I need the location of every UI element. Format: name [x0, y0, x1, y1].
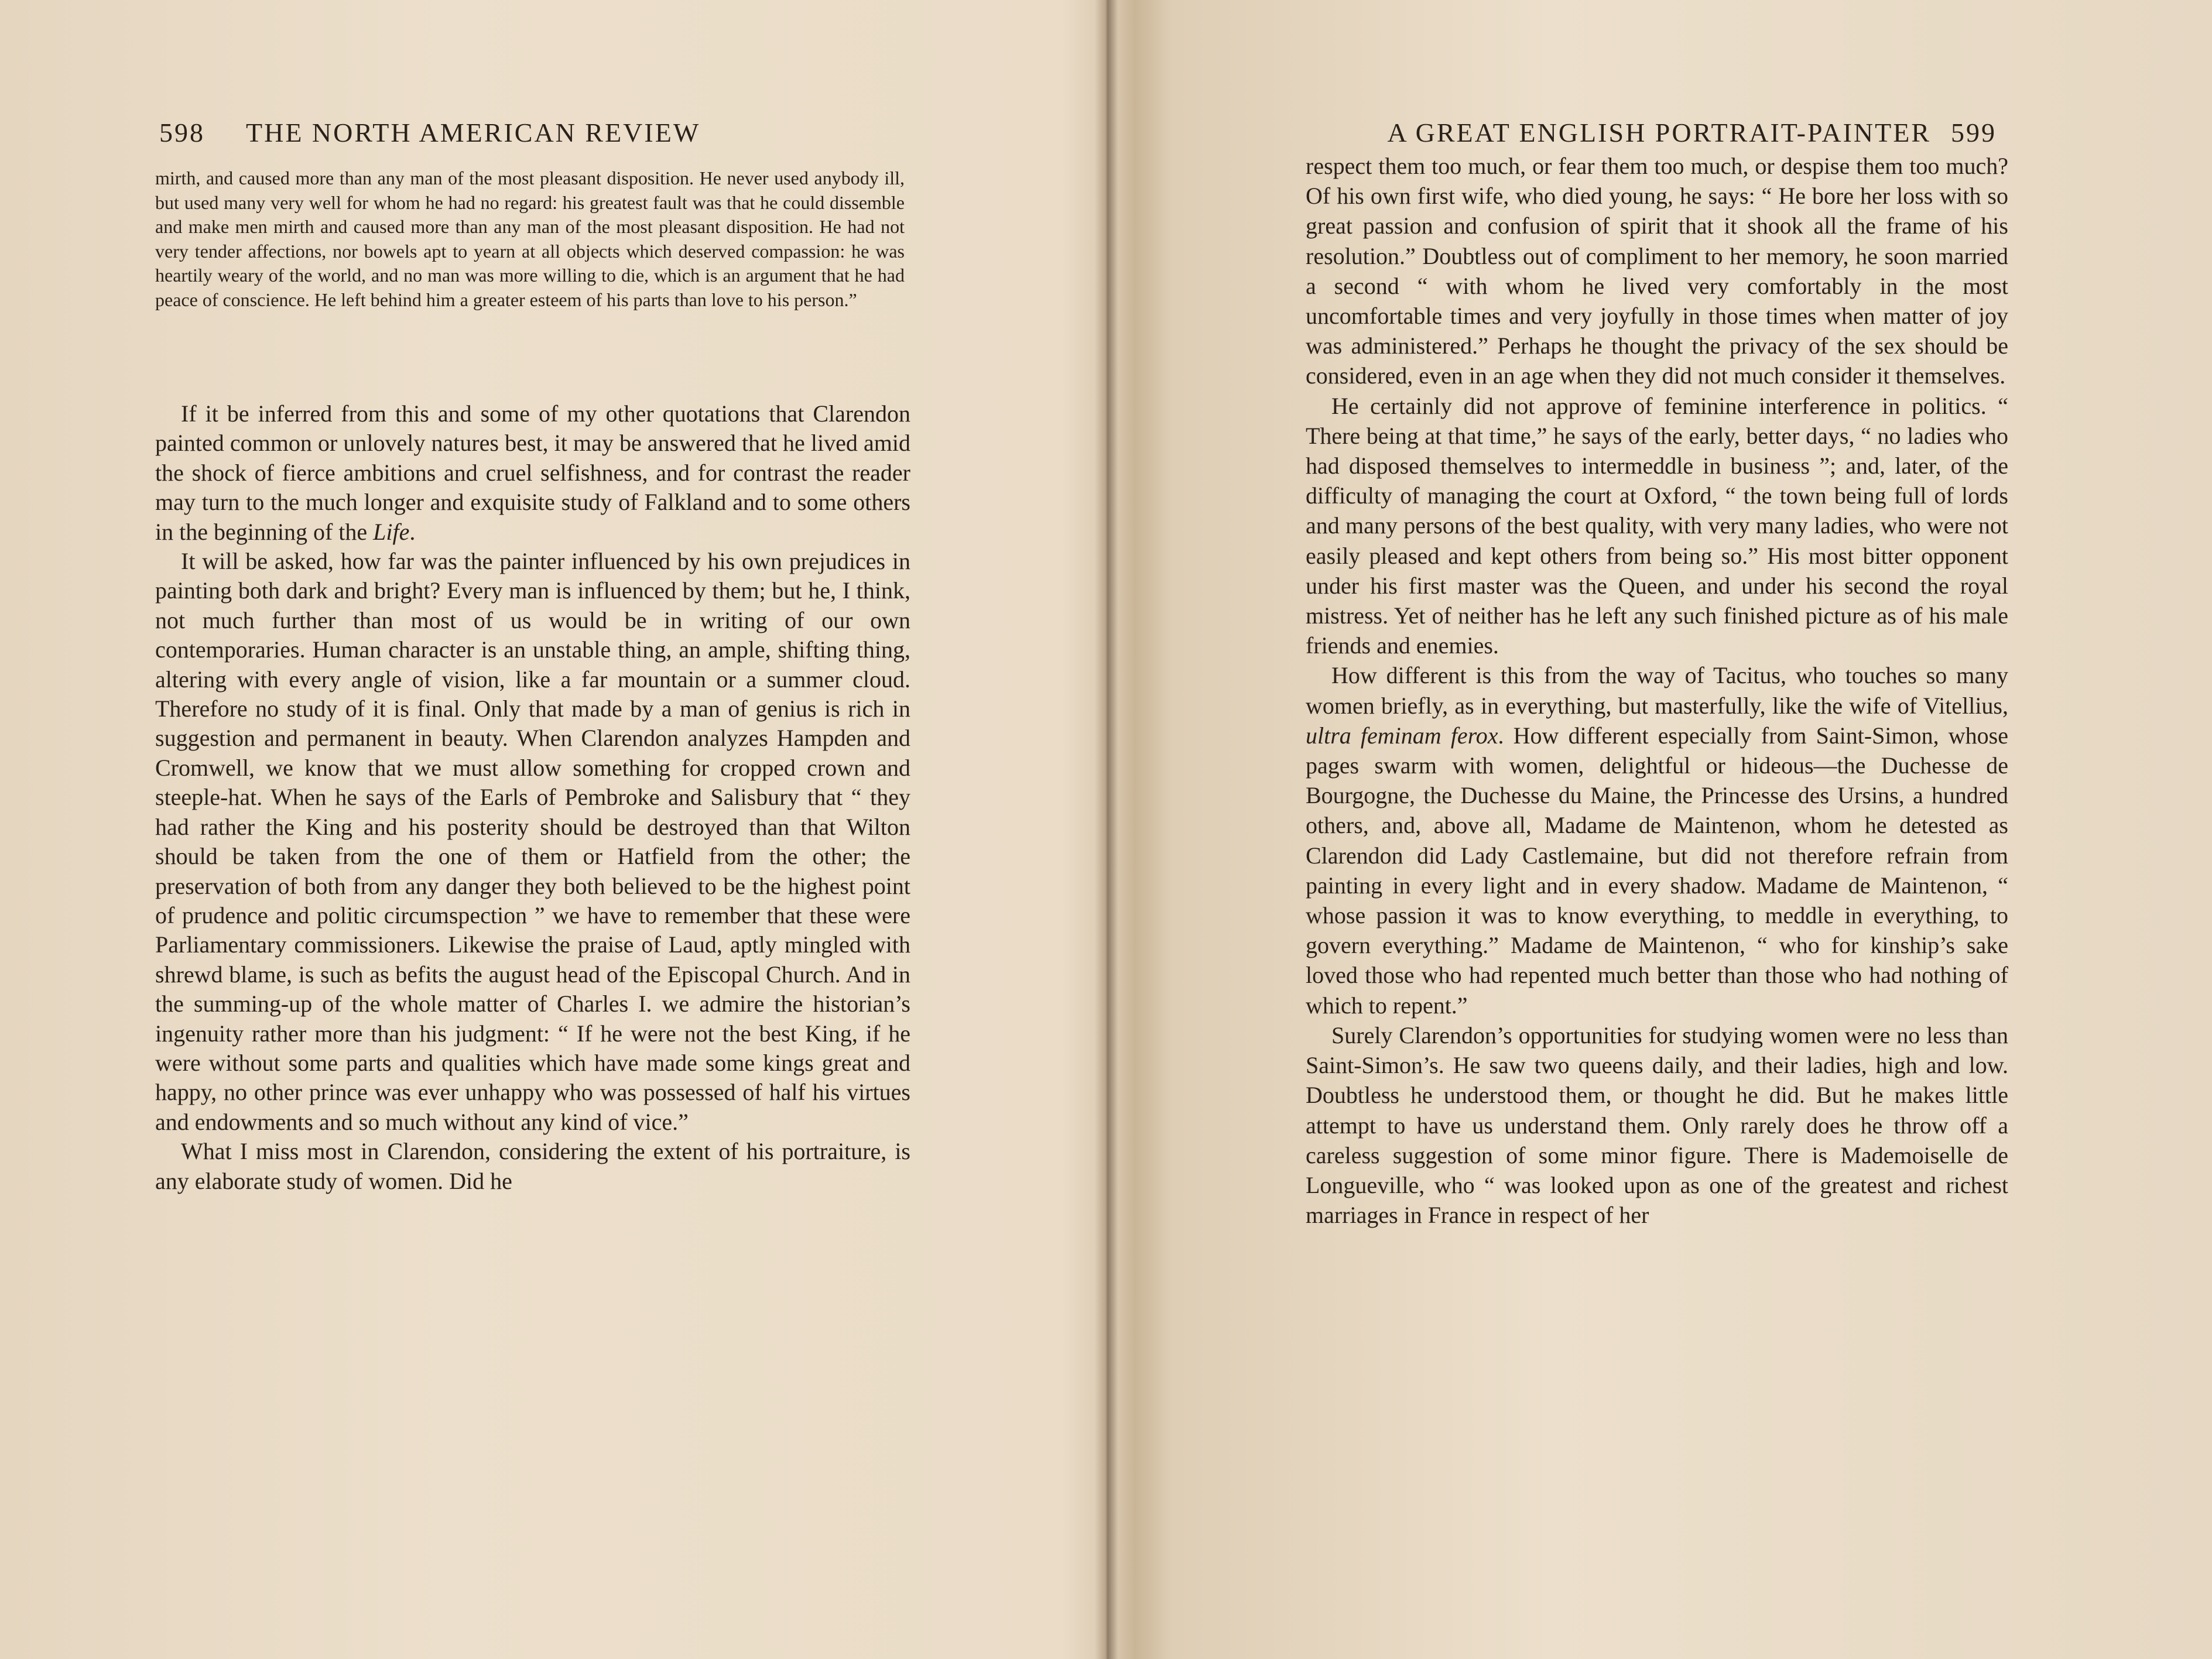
block-quote: mirth, and caused more than any man of the most pleasant disposition. He never used anybody ill, but used many very well for whom he had no regard: his greatest fault was that he could dissemble and make men mirth and caused more than any man of the most pleasant disposition. He had not very tender affections, nor bowels apt to yearn at all objects which deserved compassion: he was heartily weary of the world, and no man was more willing to die, which is an argument that he had peace of conscience. He left behind him a greater esteem of his parts than love to his person.”: [155, 167, 905, 310]
right-running-head: A GREAT ENGLISH PORTRAIT-PAINTER: [1387, 118, 1931, 148]
right-paragraph-2: He certainly did not approve of feminine interference in politics. “ There being at that time,” he says of the early, better days, “ no ladies who had disposed themselves to intermeddle in business ”; and, later, of the difficulty of managing the court at Oxford, “ the town being full of lords and many persons of the best quality, with very many ladies, who were not easily pleased and kept others from being so.” His most bitter opponent under his first master was the Queen, and under his second the royal mistress. Yet of neither has he left any such finished picture as of his male friends and enemies.: [1306, 392, 2008, 659]
left-running-head: THE NORTH AMERICAN REVIEW: [246, 118, 701, 148]
left-paragraph-1: If it be inferred from this and some of my other quotations that Clarendon painted common or unlovely natures best, it may be answered that he lived amid the shock of fierce ambitions and cruel selfishness, and for contrast the reader may turn to the much longer and exquisite study of Falkland and to some others in the beginning of the Life.: [155, 400, 910, 545]
left-paragraph-2: It will be asked, how far was the painter influenced by his own prejudices in painting both dark and bright? Every man is influenced by them; but he, I think, not much further than most of us would be in writing of our own contemporaries. Human character is an unstable thing, an ample, shifting thing, altering with every angle of vision, like a far mountain or a summer cloud. Therefore no study of it is final. Only that made by a man of genius is rich in suggestion and permanent in beauty. When Clarendon analyzes Hampden and Cromwell, we know that we must allow something for cropped crown and steeple-hat. When he says of the Earls of Pembroke and Salisbury that “ they had rather the King and his posterity should be destroyed than that Wilton should be taken from the one of them or Hatfield from the other; the preservation of both from any danger they both believed to be the highest point of prudence and politic circumspection ” we have to remember that these were Parliamentary commissioners. Likewise the praise of Laud, aptly mingled with shrewd blame, is such as befits the august head of the Episcopal Church. And in the summing-up of the whole matter of Charles I. we admire the historian’s ingenuity rather more than his judgment: “ If he were not the best King, if he were without some parts and qualities which have made some kings great and happy, no other prince was ever unhappy who was possessed of half his virtues and endowments and so much without any kind of vice.”: [155, 548, 910, 1135]
right-body-text: [1306, 151, 2008, 1230]
right-page: [1112, 0, 2212, 1659]
left-page: [0, 0, 1101, 1659]
left-running-header: [159, 117, 909, 152]
right-page-number: 599: [1951, 118, 1997, 148]
right-running-header: [1306, 117, 1997, 152]
left-body-text: [155, 399, 910, 1196]
right-paragraph-4: Surely Clarendon’s opportunities for studying women were no less than Saint-Simon’s. He saw two queens daily, and their ladies, high and low. Doubtless he understood them, or thought he did. But he makes little attempt to have us understand them. Only rarely does he throw off a careless suggestion of some minor figure. There is Mademoiselle de Longueville, who “ was looked upon as one of the greatest and richest marriages in France in respect of her: [1306, 1022, 2008, 1229]
right-paragraph-3: How different is this from the way of Tacitus, who touches so many women briefly, as in everything, but masterfully, like the wife of Vitellius, ultra feminam ferox. How different especially from Saint-Simon, whose pages swarm with women, delightful or hideous—the Duchesse de Bourgogne, the Duchesse du Maine, the Princesse des Ursins, a hundred others, and, above all, Madame de Maintenon, whom he detested as Clarendon did Lady Castlemaine, but did not therefore refrain from painting in every light and in every shadow. Madame de Maintenon, “ whose passion it was to know everything, to meddle in everything, to govern everything.” Madame de Maintenon, “ who for kinship’s sake loved those who had repented much better than those who had nothing of which to repent.”: [1306, 662, 2008, 1019]
right-paragraph-1: respect them too much, or fear them too much, or despise them too much? Of his own first wife, who died young, he says: “ He bore her loss with so great passion and confusion of spirit that it shook all the frame of his resolution.” Doubtless out of compliment to her memory, he soon married a second “ with whom he lived very comfortably in the most uncomfortable times and very joyfully in those times when matter of joy was administered.” Perhaps he thought the privacy of the sex should be considered, even in an age when they did not much consider it themselves.: [1306, 153, 2008, 389]
left-page-number: 598: [159, 118, 205, 148]
left-paragraph-3: What I miss most in Clarendon, considering the extent of his portraiture, is any elaborate study of women. Did he: [155, 1138, 910, 1194]
